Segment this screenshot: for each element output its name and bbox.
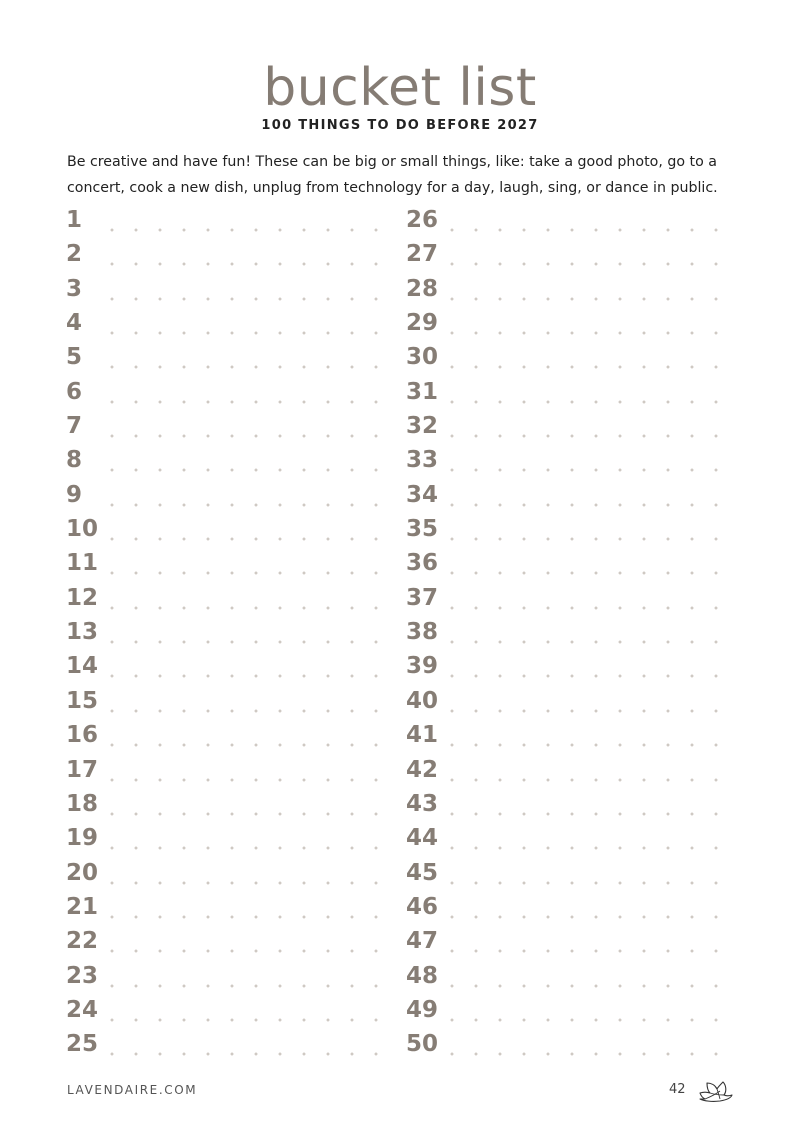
page-title: bucket list <box>263 58 537 118</box>
dotted-write-line[interactable] <box>106 537 396 541</box>
dotted-write-line[interactable] <box>446 571 736 575</box>
item-number: 5 <box>66 344 83 371</box>
item-number: 14 <box>66 653 99 680</box>
item-number: 12 <box>66 584 99 611</box>
item-number: 34 <box>406 481 439 508</box>
item-number: 29 <box>406 310 439 337</box>
item-number: 31 <box>406 378 439 405</box>
item-number: 42 <box>406 756 439 783</box>
item-number: 18 <box>66 790 99 817</box>
item-number: 45 <box>406 859 439 886</box>
dotted-write-line[interactable] <box>106 881 396 885</box>
item-number: 36 <box>406 550 439 577</box>
item-number: 35 <box>406 516 439 543</box>
item-number: 28 <box>406 275 439 302</box>
dotted-write-line[interactable] <box>106 400 396 404</box>
item-number: 7 <box>66 413 83 440</box>
dotted-write-line[interactable] <box>106 297 396 301</box>
dotted-write-line[interactable] <box>106 468 396 472</box>
page-number: 42 <box>669 1082 686 1097</box>
dotted-write-line[interactable] <box>106 709 396 713</box>
item-number: 33 <box>406 447 439 474</box>
dotted-write-line[interactable] <box>106 949 396 953</box>
dotted-write-line[interactable] <box>446 640 736 644</box>
dotted-write-line[interactable] <box>446 984 736 988</box>
item-number: 25 <box>66 1031 99 1058</box>
dotted-write-line[interactable] <box>106 262 396 266</box>
item-number: 43 <box>406 790 439 817</box>
dotted-write-line[interactable] <box>446 434 736 438</box>
dotted-write-line[interactable] <box>106 365 396 369</box>
dotted-write-line[interactable] <box>446 949 736 953</box>
dotted-write-line[interactable] <box>446 228 736 232</box>
dotted-write-line[interactable] <box>446 400 736 404</box>
item-number: 3 <box>66 275 83 302</box>
item-number: 48 <box>406 962 439 989</box>
dotted-write-line[interactable] <box>106 503 396 507</box>
dotted-write-line[interactable] <box>446 674 736 678</box>
item-number: 17 <box>66 756 99 783</box>
item-number: 9 <box>66 481 83 508</box>
item-number: 19 <box>66 825 99 852</box>
dotted-write-line[interactable] <box>106 640 396 644</box>
item-number: 40 <box>406 687 439 714</box>
dotted-write-line[interactable] <box>106 1018 396 1022</box>
dotted-write-line[interactable] <box>106 984 396 988</box>
dotted-write-line[interactable] <box>106 434 396 438</box>
item-number: 27 <box>406 241 439 268</box>
dotted-write-line[interactable] <box>106 743 396 747</box>
dotted-write-line[interactable] <box>446 537 736 541</box>
item-number: 37 <box>406 584 439 611</box>
dotted-write-line[interactable] <box>106 331 396 335</box>
dotted-write-line[interactable] <box>446 503 736 507</box>
dotted-write-line[interactable] <box>446 262 736 266</box>
item-number: 22 <box>66 928 99 955</box>
dotted-write-line[interactable] <box>446 881 736 885</box>
dotted-write-line[interactable] <box>446 778 736 782</box>
dotted-write-line[interactable] <box>446 1052 736 1056</box>
dotted-write-line[interactable] <box>446 606 736 610</box>
item-number: 4 <box>66 310 83 337</box>
dotted-write-line[interactable] <box>106 846 396 850</box>
item-number: 49 <box>406 996 439 1023</box>
dotted-write-line[interactable] <box>446 365 736 369</box>
page-subtitle: 100 THINGS TO DO BEFORE 2027 <box>261 118 539 133</box>
item-number: 23 <box>66 962 99 989</box>
item-number: 13 <box>66 619 99 646</box>
item-number: 2 <box>66 241 83 268</box>
dotted-write-line[interactable] <box>106 778 396 782</box>
dotted-write-line[interactable] <box>446 812 736 816</box>
dotted-write-line[interactable] <box>446 709 736 713</box>
dotted-write-line[interactable] <box>446 1018 736 1022</box>
item-number: 11 <box>66 550 99 577</box>
dotted-write-line[interactable] <box>446 468 736 472</box>
item-number: 24 <box>66 996 99 1023</box>
item-number: 44 <box>406 825 439 852</box>
item-number: 16 <box>66 722 99 749</box>
item-number: 41 <box>406 722 439 749</box>
item-number: 10 <box>66 516 99 543</box>
dotted-write-line[interactable] <box>446 331 736 335</box>
item-number: 1 <box>66 207 83 233</box>
dotted-write-line[interactable] <box>106 228 396 232</box>
item-number: 47 <box>406 928 439 955</box>
dotted-write-line[interactable] <box>106 1052 396 1056</box>
dotted-write-line[interactable] <box>446 743 736 747</box>
item-number: 46 <box>406 893 439 920</box>
intro-text: Be creative and have fun! These can be big or small things, like: take a good photo, go to a concert, cook a new dish, unplug from technology for a day, laugh, sing, or dance in public. <box>67 154 718 196</box>
dotted-write-line[interactable] <box>446 846 736 850</box>
dotted-write-line[interactable] <box>446 297 736 301</box>
item-number: 15 <box>66 687 99 714</box>
item-number: 20 <box>66 859 99 886</box>
item-number: 21 <box>66 893 99 920</box>
flower-logo-icon <box>698 1079 734 1103</box>
item-number: 32 <box>406 413 439 440</box>
dotted-write-line[interactable] <box>106 674 396 678</box>
dotted-write-line[interactable] <box>106 571 396 575</box>
item-number: 6 <box>66 378 83 405</box>
item-number: 50 <box>406 1031 439 1058</box>
item-number: 38 <box>406 619 439 646</box>
item-number: 26 <box>406 207 439 233</box>
dotted-write-line[interactable] <box>106 915 396 919</box>
dotted-write-line[interactable] <box>446 915 736 919</box>
item-number: 30 <box>406 344 439 371</box>
item-number: 39 <box>406 653 439 680</box>
footer-site: LAVENDAIRE.COM <box>67 1083 198 1097</box>
dotted-write-line[interactable] <box>106 812 396 816</box>
item-number: 8 <box>66 447 83 474</box>
dotted-write-line[interactable] <box>106 606 396 610</box>
